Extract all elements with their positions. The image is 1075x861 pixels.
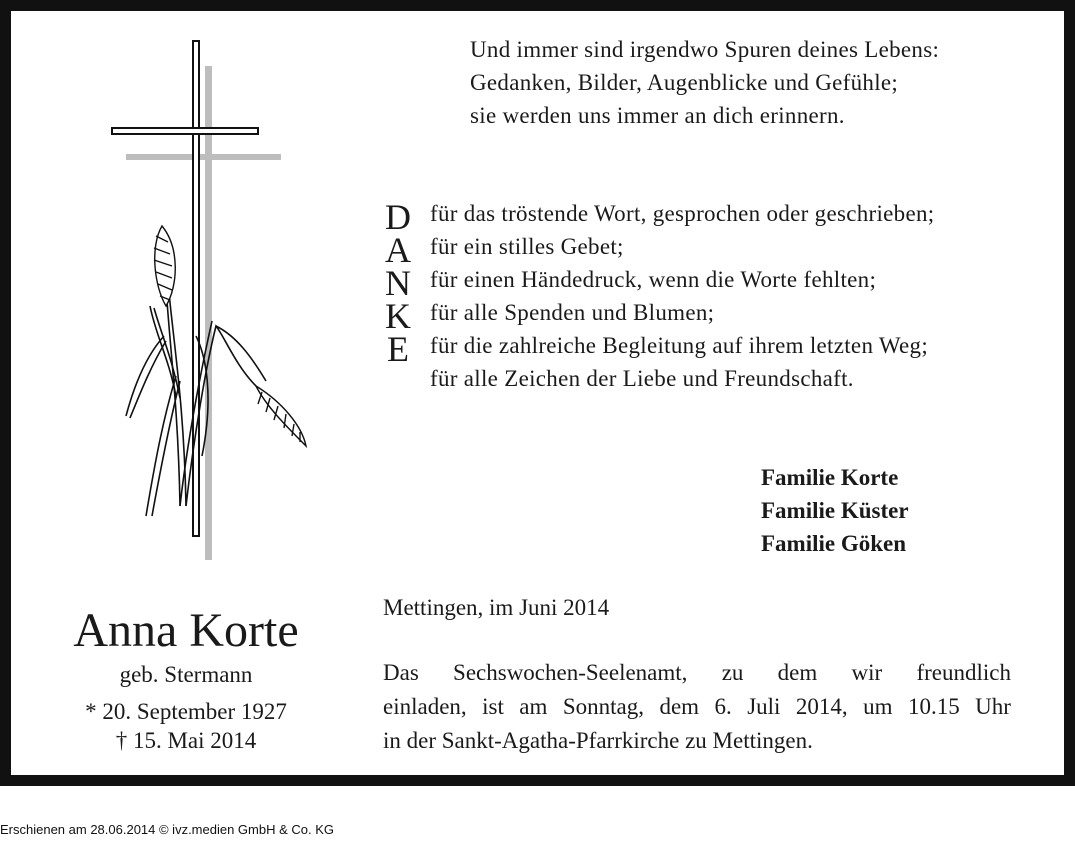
notice-word: Juli [747,694,781,719]
danke-letter: K [385,296,411,336]
poem [470,33,1060,132]
notice-word: 10.15 [907,694,960,719]
notice-word: dem [777,660,818,685]
poem-line: sie werden uns immer an dich erinnern. [470,103,845,128]
family-signatures [761,461,1041,560]
poem-line: Und immer sind irgendwo Spuren deines Lebens: [470,37,940,62]
life-dates [41,697,331,755]
notice-word: einladen, [383,694,467,719]
cross-with-wheat-icon [106,36,326,576]
notice-word: Sonntag, [562,694,644,719]
death-date: † 15. Mai 2014 [115,728,257,753]
family-name: Familie Küster [761,498,909,523]
notice-word: zu [721,660,744,685]
family-name: Familie Korte [761,465,899,490]
notice-line: in der Sankt-Agatha-Pfarrkirche zu Mettingen. [383,728,813,753]
notice-word: am [519,694,548,719]
notice-word: freundlich [916,660,1011,685]
danke-letter: D [385,197,411,237]
thanks-list [430,197,1050,395]
notice-word: 6. [714,694,732,719]
obituary-card [11,11,1064,775]
maiden-name: geb. Stermann [119,662,253,687]
notice-word: 2014, [795,694,848,719]
poem-line: Gedanken, Bilder, Augenblicke und Gefühle; [470,70,899,95]
notice-word: um [863,694,893,719]
notice-word: Uhr [975,694,1011,719]
danke-letter: N [385,263,411,303]
deceased-info [41,603,331,755]
thanks-line: für alle Zeichen der Liebe und Freundschaft. [430,366,854,391]
birth-date: * 20. September 1927 [85,699,287,724]
danke-letter: A [385,230,411,270]
danke-acrostic [383,197,413,369]
family-name: Familie Göken [761,531,907,556]
notice-word: ist [482,694,504,719]
mass-notice [383,656,1011,758]
place-date: Mettingen, im Juni 2014 [383,595,610,620]
notice-line [383,690,1011,724]
notice-word: Sechswochen-Seelenamt, [453,660,688,685]
thanks-line: für alle Spenden und Blumen; [430,300,715,325]
danke-letter: E [387,329,409,369]
deceased-name: Anna Korte [73,604,299,657]
notice-line [383,656,1011,690]
thanks-line: für die zahlreiche Begleitung auf ihrem letzten Weg; [430,333,929,358]
thanks-line: für einen Händedruck, wenn die Worte fehlten; [430,267,877,292]
thanks-line: für das tröstende Wort, gesprochen oder geschrieben; [430,201,935,226]
notice-word: Das [383,660,419,685]
thanks-line: für ein stilles Gebet; [430,234,624,259]
notice-word: dem [659,694,700,719]
notice-word: wir [851,660,883,685]
publication-footer: Erschienen am 28.06.2014 © ivz.medien GmbH & Co. KG [0,822,335,837]
